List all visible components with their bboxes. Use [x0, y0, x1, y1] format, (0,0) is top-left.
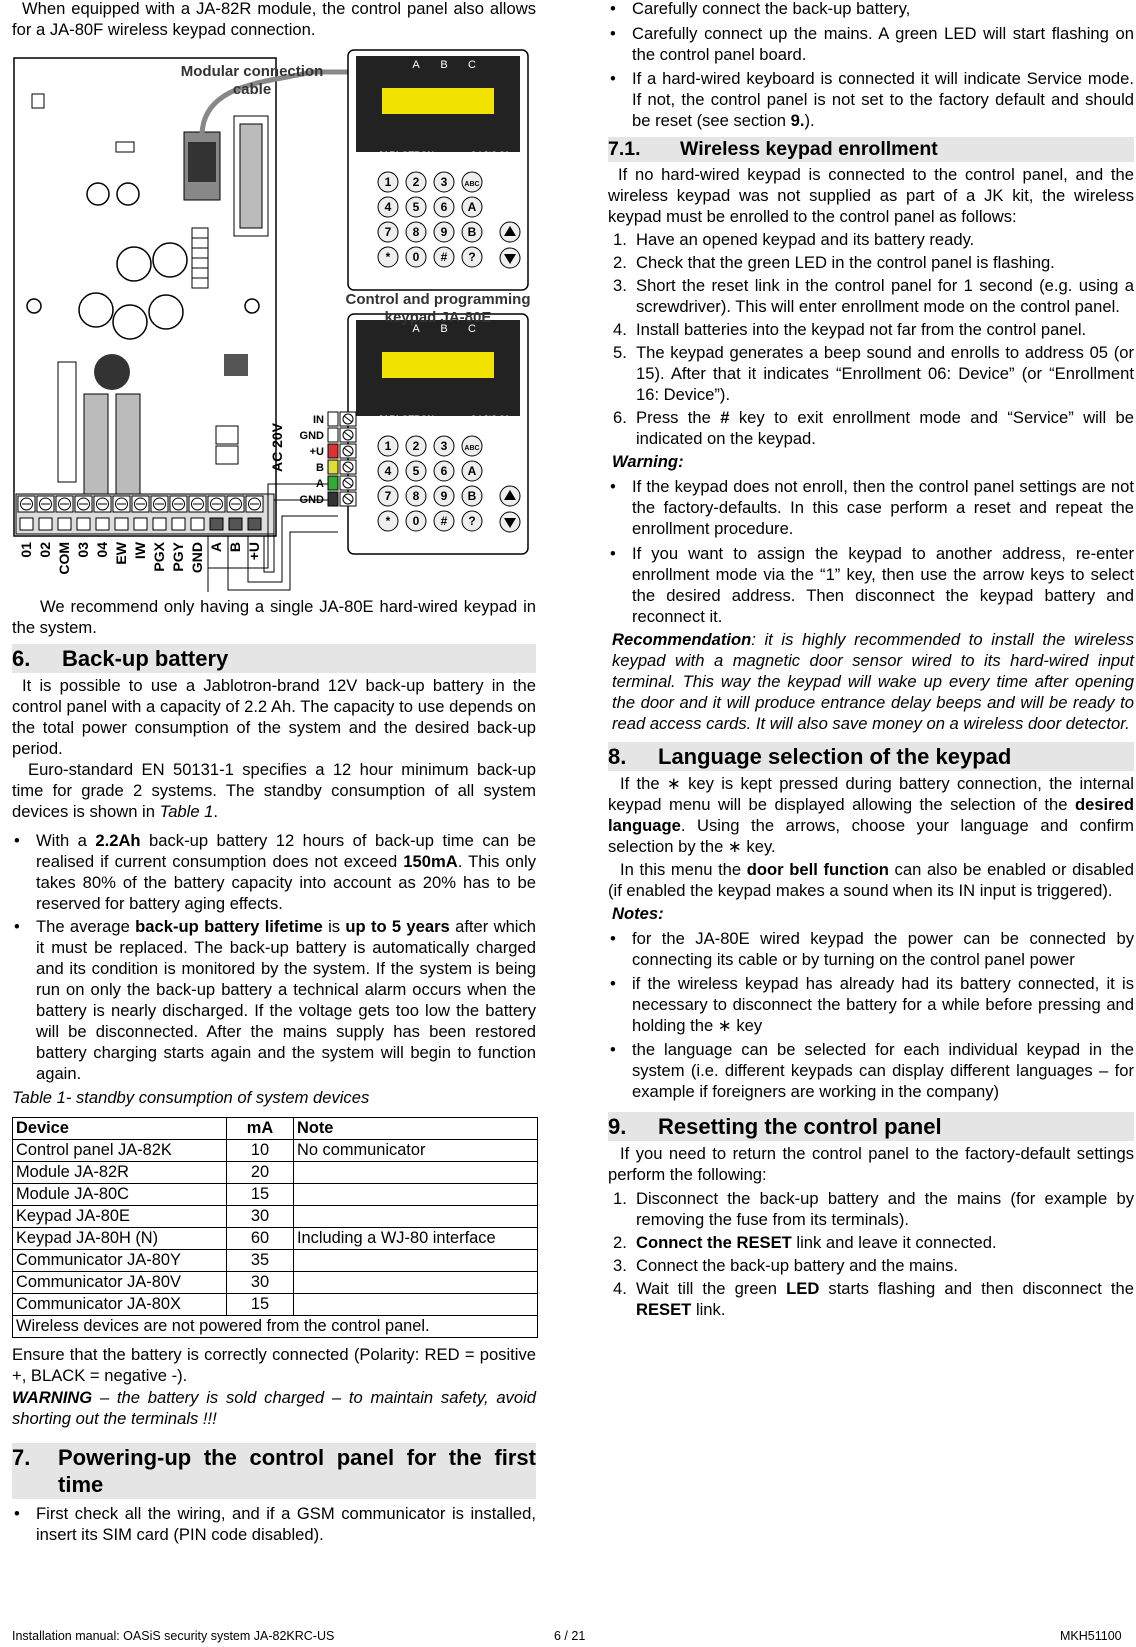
- terminal-label: EW: [113, 542, 129, 565]
- cell-ma: 15: [227, 1184, 294, 1206]
- recommendation-paragraph: Recommendation: it is highly recommended to install the wireless keypad with a magnetic door sensor wired to its hard-wired input terminal. This way the keypad will wake up every time after opening the door and it will produce entrance delay beeps and will be ready to read access cards. It will also save money on a wireless door detector.: [612, 630, 1134, 733]
- s71-step-1: 1. Have an opened keypad and its battery ready.: [613, 230, 975, 249]
- terminal-label: +U: [246, 542, 262, 561]
- notes-bullets: [608, 928, 1134, 1102]
- section-6-heading: [12, 644, 536, 673]
- cell-note: [294, 1162, 538, 1184]
- table-row: [13, 1206, 538, 1228]
- s9-steps: [608, 1188, 1134, 1320]
- table-row: [13, 1294, 538, 1316]
- table-footnote: Wireless devices are not powered from the control panel.: [13, 1316, 538, 1338]
- section-8-heading: [608, 742, 1134, 771]
- keypad2-key-label: 7: [384, 489, 392, 503]
- keypad1-key-label: 3: [440, 175, 448, 189]
- cell-ma: 15: [227, 1294, 294, 1316]
- table-row: [13, 1272, 538, 1294]
- s8-p2: In this menu the door bell function can also be enabled or disabled (if enabled the keypad makes a sound when its IN input is triggered).: [608, 860, 1134, 900]
- terminal-label: A: [208, 542, 224, 553]
- terminal-label: GND: [189, 542, 205, 574]
- cell-note: [294, 1184, 538, 1206]
- keypad1-key-label: 5: [412, 200, 420, 214]
- table-row: [13, 1162, 538, 1184]
- intro-paragraph: When equipped with a JA-82R module, the control panel also allows for a JA-80F wireless keypad connection.: [12, 0, 536, 39]
- s6-bullets: [12, 830, 536, 1084]
- keypad2-key-label: #: [440, 514, 448, 528]
- th-device: Device: [13, 1118, 227, 1140]
- cell-ma: 60: [227, 1228, 294, 1250]
- keypad2-key-label: 5: [412, 464, 420, 478]
- warning-bullets: [608, 476, 1134, 627]
- th-note: Note: [294, 1118, 538, 1140]
- footer-right: MKH51100: [1060, 1629, 1122, 1643]
- s7-bullet-1: • First check all the wiring, and if a GSM communicator is installed, insert its SIM card (PIN code disabled).: [12, 1503, 536, 1545]
- section-7-heading: [12, 1443, 536, 1499]
- section-9-title: Resetting the control panel: [658, 1114, 942, 1139]
- s7-bullets-left: [12, 1503, 536, 1545]
- section-6-title: Back-up battery: [62, 646, 229, 671]
- s71-step-6: 6. Press the # key to exit enrollment mode and “Service” will be indicated on the keypad.: [613, 408, 1134, 448]
- note-2: • if the wireless keypad has already had its battery connected, it is necessary to disconnect the battery for a while before pressing and holding the ∗ key: [608, 973, 1134, 1036]
- cell-device: Module JA-80C: [13, 1184, 227, 1206]
- keypad1-top-label: C: [468, 59, 476, 71]
- keypad2-top-label: A: [412, 323, 420, 335]
- cell-ma: 35: [227, 1250, 294, 1272]
- keypad1-key-label: 0: [412, 250, 420, 264]
- cell-note: No communicator: [294, 1140, 538, 1162]
- s7-bullet-2: • Carefully connect the back-up battery,: [608, 0, 1134, 19]
- terminal-label: PGX: [151, 542, 167, 572]
- section-7-number: 7.: [12, 1445, 31, 1470]
- cell-note: [294, 1206, 538, 1228]
- keypad2-key-label: 4: [384, 464, 392, 478]
- section-8-title: Language selection of the keypad: [658, 744, 1012, 769]
- s7-bullet-4: • If a hard-wired keyboard is connected it will indicate Service mode. If not, the control panel is not set to the factory default and should be reset (see section 9.).: [608, 68, 1134, 131]
- s7-bullets-right: [608, 0, 1134, 131]
- note-1: • for the JA-80E wired keypad the power can be connected by connecting its cable or by turning on the control panel power: [608, 928, 1134, 970]
- section-9-number: 9.: [608, 1114, 627, 1139]
- note-3: • the language can be selected for each individual keypad in the system (i.e. different keypads can display different languages – for example if foreigners are working in the company): [608, 1039, 1134, 1102]
- keypad2-key-label: ?: [468, 514, 476, 528]
- keypad1-brand: JABLOTRON: [378, 150, 434, 160]
- s71-step-5: 5. The keypad generates a beep sound and enrolls to address 05 (or 15). After that it indicates “Enrollment 06: Device” (or “Enrollment 16: Device”).: [613, 343, 1134, 404]
- s9-step-3: 3. Connect the back-up battery and the mains.: [613, 1256, 958, 1275]
- keypad2-brand: JABLOTRON: [378, 414, 434, 424]
- table-row: [13, 1250, 538, 1272]
- s6-p2: Euro-standard EN 50131-1 specifies a 12 hour minimum back-up time for grade 2 systems. The standby consumption of all system devices is shown in Table 1.: [12, 760, 536, 821]
- cell-device: Communicator JA-80V: [13, 1272, 227, 1294]
- s9-step-2: 2. Connect the RESET link and leave it connected.: [613, 1233, 997, 1252]
- keypad1-top-label: A: [412, 59, 420, 71]
- keypad2-key-label: ABC: [464, 445, 480, 452]
- footer-left: Installation manual: OASiS security system JA-82KRC-US: [12, 1629, 335, 1643]
- keypad-terminal-label: B: [316, 462, 324, 474]
- warning-label: Warning:: [612, 452, 684, 471]
- s71-step-4: 4. Install batteries into the keypad not far from the control panel.: [613, 320, 1087, 339]
- s71-steps: [608, 229, 1134, 449]
- keypad1-key-label: #: [440, 250, 448, 264]
- ac-label: AC 20V: [269, 422, 285, 472]
- cell-device: Module JA-82R: [13, 1162, 227, 1184]
- keypad2-key-label: 1: [384, 439, 392, 453]
- table-header-row: [13, 1118, 538, 1140]
- table-caption: Table 1- standby consumption of system devices: [12, 1088, 370, 1107]
- right-column: [608, 0, 1134, 1320]
- s6-p1: It is possible to use a Jablotron-brand 12V back-up battery in the control panel with a capacity of 2.2 Ah. The capacity to use depends on the total power consumption of the system and the desired back-up period.: [12, 676, 536, 758]
- terminal-label: 01: [18, 542, 34, 558]
- battery-warning: WARNING – the battery is sold charged – to maintain safety, avoid shorting out the terminals !!!: [12, 1388, 536, 1428]
- keypad1-key-label: 9: [440, 225, 448, 239]
- keypad1-key-label: 4: [384, 200, 392, 214]
- s7-bullet-3: • Carefully connect up the mains. A green LED will start flashing on the control panel board.: [608, 23, 1134, 65]
- keypad1-key-label: ?: [468, 250, 476, 264]
- cell-device: Keypad JA-80E: [13, 1206, 227, 1228]
- keypad2-key-label: A: [467, 464, 477, 478]
- terminal-label: IW: [132, 542, 148, 560]
- cell-device: Communicator JA-80Y: [13, 1250, 227, 1272]
- section-9-heading: [608, 1112, 1134, 1141]
- keypad2-key-label: 8: [412, 489, 420, 503]
- warning-bullet-2: • If you want to assign the keypad to another address, re-enter enrollment mode via the “1” key, then use the arrow keys to select the desired address. Then disconnect the keypad battery and reconnect it.: [608, 543, 1134, 627]
- terminal-label: 03: [75, 542, 91, 558]
- keypad2-key-label: 0: [412, 514, 420, 528]
- table-row: [13, 1140, 538, 1162]
- s6-bullet-1: • With a 2.2Ah back-up battery 12 hours of back-up time can be realised if current consumption does not exceed 150mA. This only takes 80% of the battery capacity into account as 20% has to be reserved for battery aging effects.: [12, 830, 536, 914]
- th-ma: mA: [227, 1118, 294, 1140]
- recommend-paragraph: We recommend only having a single JA-80E hard-wired keypad in the system.: [12, 597, 536, 637]
- s9-step-1: 1. Disconnect the back-up battery and the mains (for example by removing the fuse from its terminals).: [613, 1189, 1134, 1229]
- keypad1-key-label: ABC: [464, 181, 480, 188]
- warning-bullet-1: • If the keypad does not enroll, then the control panel settings are not the factory-defaults. In this case perform a reset and repeat the enrollment procedure.: [608, 476, 1134, 539]
- notes-label: Notes:: [612, 904, 664, 923]
- table-row: [13, 1184, 538, 1206]
- terminal-label: B: [227, 542, 243, 553]
- keypad-terminal-label: GND: [299, 494, 324, 506]
- keypad2-top-label: C: [468, 323, 476, 335]
- cell-note: [294, 1250, 538, 1272]
- ensure-paragraph: Ensure that the battery is correctly connected (Polarity: RED = positive +, BLACK = negative -).: [12, 1345, 536, 1385]
- keypad1-model: OASiS 80: [470, 150, 510, 160]
- terminal-labels: [18, 541, 262, 574]
- s71-step-3: 3. Short the reset link in the control panel for 1 second (e.g. using a screwdriver). This will enter enrollment mode on the control panel.: [613, 276, 1134, 316]
- footer-page-number: 6 / 21: [554, 1629, 586, 1643]
- section-8-number: 8.: [608, 744, 627, 769]
- s6-bullet-2: • The average back-up battery lifetime is up to 5 years after which it must be replaced. The back-up battery is automatically charged and its condition is monitored by the system. If the system is being run on only the back-up battery a technical alarm occurs when the battery is nearly discharged. If the voltage gets too low the battery will be disconnected. After the mains supply has been restored battery charging starts again and the system will begin to function again.: [12, 916, 536, 1084]
- s71-step-2: 2. Check that the green LED in the control panel is flashing.: [613, 253, 1055, 272]
- cell-ma: 20: [227, 1162, 294, 1184]
- keypad-terminal-label: A: [316, 478, 324, 490]
- cell-device: Communicator JA-80X: [13, 1294, 227, 1316]
- section-7-title: Powering-up the control panel for the first time: [58, 1445, 536, 1497]
- consumption-table: [12, 1117, 538, 1338]
- section-71-title: Wireless keypad enrollment: [680, 138, 938, 160]
- cell-ma: 30: [227, 1272, 294, 1294]
- cell-device: Control panel JA-82K: [13, 1140, 227, 1162]
- section-71-number: 7.1.: [608, 138, 641, 160]
- keypad2-key-label: 9: [440, 489, 448, 503]
- terminal-label: COM: [56, 542, 72, 575]
- cell-ma: 10: [227, 1140, 294, 1162]
- cell-ma: 30: [227, 1206, 294, 1228]
- wiring-figure: [12, 42, 542, 592]
- keypad2-key-label: B: [467, 489, 477, 503]
- keypad2-key-label: 2: [412, 439, 420, 453]
- keypad1-key-label: 1: [384, 175, 392, 189]
- keypad2-key-label: 6: [440, 464, 448, 478]
- keypad1-top-label: B: [440, 59, 448, 71]
- keypad-terminal-label: +U: [309, 446, 324, 458]
- terminal-label: 02: [37, 542, 53, 558]
- s8-p1: If the ∗ key is kept pressed during battery connection, the internal keypad menu will be displayed allowing the selection of the desired language. Using the arrows, choose your language and confirm selection by the ∗ key.: [608, 774, 1134, 856]
- keypad1-key-label: B: [467, 225, 477, 239]
- s71-p1: If no hard-wired keypad is connected to the control panel, and the wireless keypad was not supplied as part of a JK kit, the wireless keypad must be enrolled to the control panel as follows:: [608, 165, 1134, 226]
- section-6-number: 6.: [12, 646, 31, 671]
- cell-note: [294, 1272, 538, 1294]
- keypad1-key-label: A: [467, 200, 477, 214]
- section-71-heading: [608, 137, 1134, 162]
- keypad2-top-label: B: [440, 323, 448, 335]
- keypad-terminal-label: GND: [299, 430, 324, 442]
- keypad-terminal-label: IN: [313, 414, 324, 426]
- label-keypad: Control and programming keypad JA-80E: [345, 291, 531, 326]
- keypad1-key-label: *: [385, 250, 391, 264]
- label-modular-cable: Modular connection cable: [180, 63, 324, 98]
- keypad2-key-label: *: [385, 514, 391, 528]
- cell-device: Keypad JA-80H (N): [13, 1228, 227, 1250]
- keypad1-key-label: 7: [384, 225, 392, 239]
- wiring-diagram: [12, 42, 542, 592]
- s9-p1: If you need to return the control panel to the factory-default settings perform the following:: [608, 1144, 1134, 1184]
- keypad2-model: OASiS 80: [470, 414, 510, 424]
- table-row: [13, 1228, 538, 1250]
- keypad1-key-label: 6: [440, 200, 448, 214]
- s9-step-4: 4. Wait till the green LED starts flashing and then disconnect the RESET link.: [613, 1279, 1134, 1319]
- cell-note: [294, 1294, 538, 1316]
- cell-note: Including a WJ-80 interface: [294, 1228, 538, 1250]
- keypad1-key-label: 8: [412, 225, 420, 239]
- keypad2-key-label: 3: [440, 439, 448, 453]
- left-column: [12, 0, 536, 1545]
- terminal-label: 04: [94, 542, 110, 558]
- terminal-label: PGY: [170, 542, 186, 572]
- table-ref: Table 1: [159, 802, 214, 821]
- keypad1-key-label: 2: [412, 175, 420, 189]
